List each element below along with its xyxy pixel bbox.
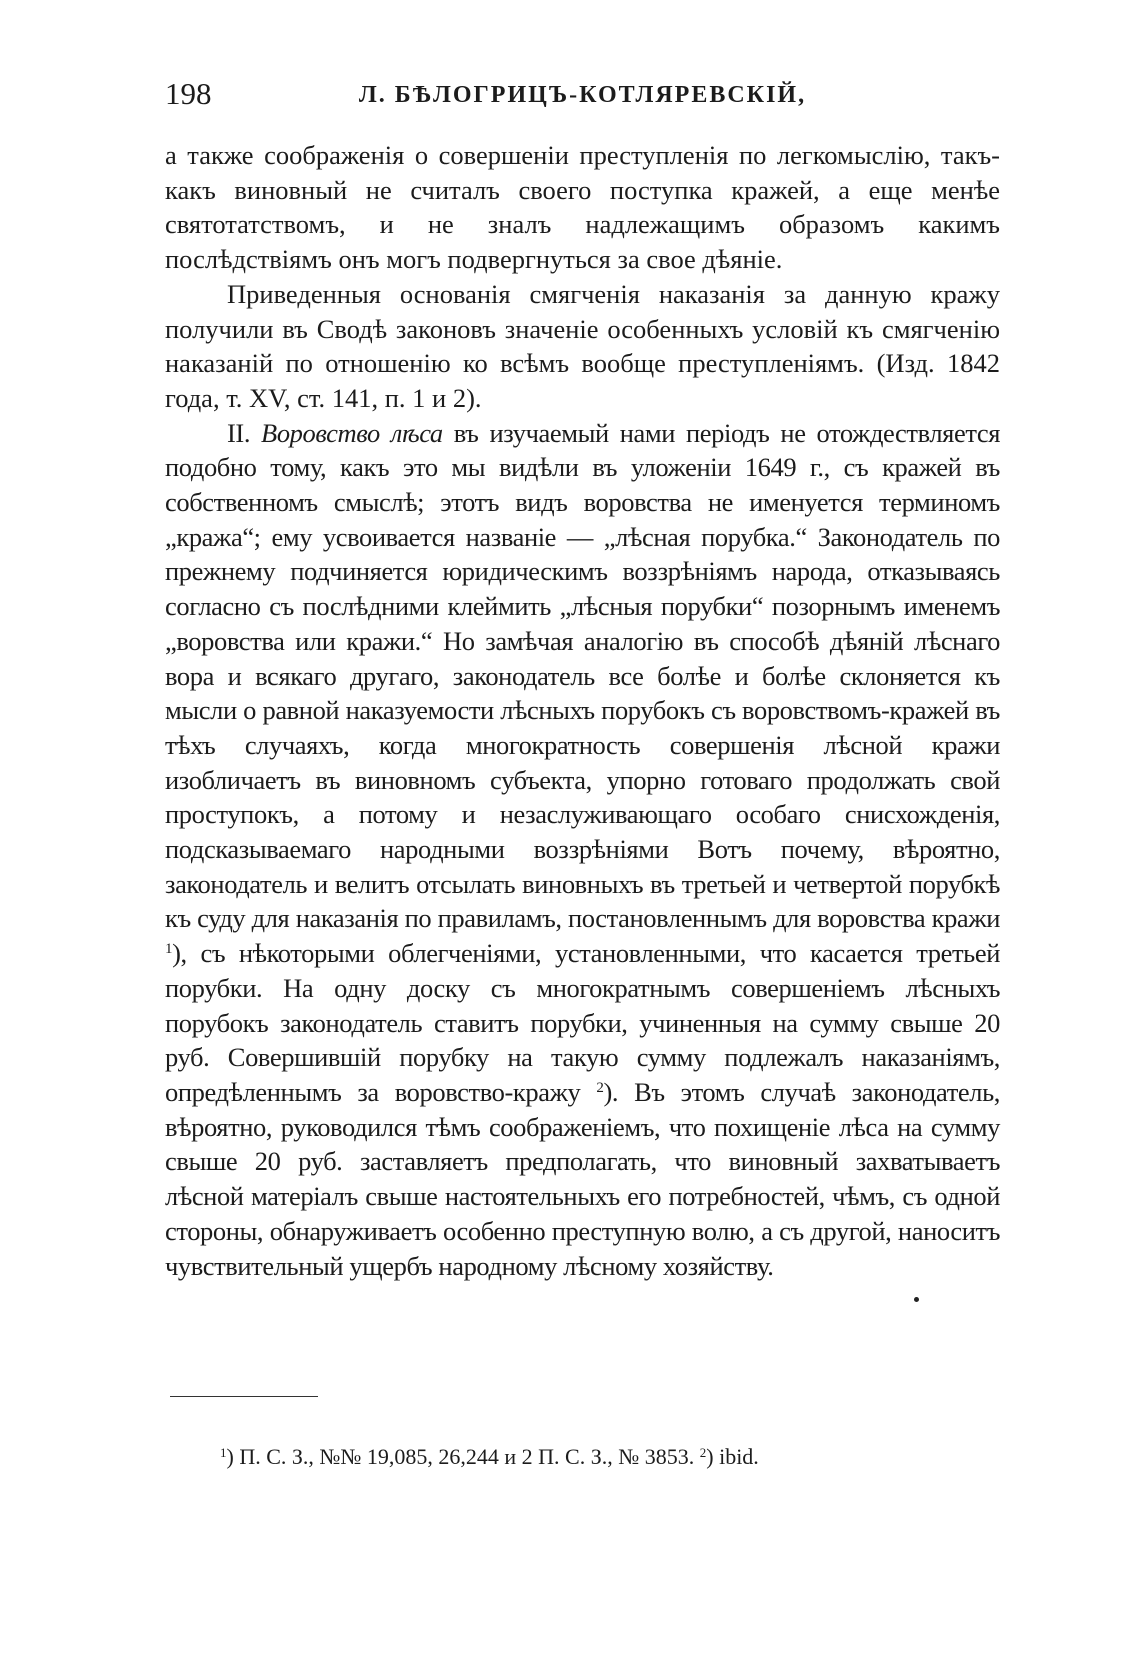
paragraph-2: Приведенныя основанія смягченія наказанія за данную кражу получили въ Сводѣ законовъ значеніе особенныхъ условій къ смягченію наказаній по отношенію ко всѣмъ вообще преступленіямъ. (Изд. 1842 года, т. XV, ст. 141, п. 1 и 2). xyxy=(165,278,1000,413)
paragraph-3 xyxy=(165,416,1000,1284)
footnote-ref-1: 1 xyxy=(165,941,173,958)
running-head: Л. БѢЛОГРИЦЪ-КОТЛЯРЕВСКІЙ, xyxy=(358,82,807,108)
footnote-divider xyxy=(170,1396,318,1397)
page-number: 198 xyxy=(165,76,212,111)
section-title: Воровство лѣса xyxy=(261,417,443,448)
footnote-mark-2: 2 xyxy=(699,1445,707,1460)
paragraph-3-text-a: въ изучаемый нами періодъ не отождествляется подобно тому, какъ это мы видѣли въ уложеніи 1649 г., съ кражей въ собственномъ смыслѣ; этотъ видъ воровства не именуется терминомъ „кража“; ему усвоивается названіе — „лѣсная порубка.“ Законодатель по прежнему подчиняется юридическимъ воззрѣніямъ народа, отказываясь согласно съ послѣдними клеймить „лѣсныя порубки“ позорнымъ именемъ „воровства или кражи.“ Но замѣчая аналогію въ способѣ дѣяній лѣснаго вора и всякаго другаго, законодатель все болѣе и болѣе склоняется къ мысли о равной наказуемости лѣсныхъ порубокъ съ воровствомъ-кражей въ тѣхъ случаяхъ, когда многократность совершенія лѣсной кражи изобличаетъ въ виновномъ субъекта, упорно готоваго продолжать свой проступокъ, а потому и незаслуживающаго особаго снисхожденія, подсказываемаго народными воззрѣніями Вотъ почему, вѣроятно, законодатель и велитъ отсылать виновныхъ въ третьей и четвертой порубкѣ къ суду для наказанія по правиламъ, постановленнымъ для воровства кражи xyxy=(165,417,1000,934)
section-number: II. xyxy=(227,417,251,448)
footnotes xyxy=(220,1444,759,1470)
page-header xyxy=(165,76,1000,116)
body-text xyxy=(165,138,1000,1283)
paragraph-3-text-b: ), съ нѣкоторыми облегченіями, установленными, что касается третьей порубки. На одну доску съ многократнымъ совершеніемъ лѣсныхъ порубокъ законодатель ставитъ порубки, учиненныя на сумму свыше 20 руб. Совершившій порубку на такую сумму подлежалъ наказаніямъ, опредѣленнымъ за воровство-кражу xyxy=(165,938,1000,1107)
paragraph-3-text-c: ). Въ этомъ случаѣ законодатель, вѣроятно, руководился тѣмъ соображеніемъ, что похищеніе лѣса на сумму свыше 20 руб. заставляетъ предполагать, что виновный захватываетъ лѣсной матеріалъ свыше настоятельныхъ его потребностей, чѣмъ, съ одной стороны, обнаруживаетъ особенно преступную волю, а съ другой, наноситъ чувствительный ущербъ народному лѣсному хозяйству. xyxy=(165,1076,1000,1281)
footnote-1: ) П. С. З., №№ 19,085, 26,244 и 2 П. С. З., № 3853. xyxy=(226,1444,695,1469)
footnote-mark-1: 1 xyxy=(220,1445,227,1460)
footnote-2: ) ibid. xyxy=(706,1444,759,1469)
paragraph-1: а также соображенія о совершеніи преступленія по легкомыслію, такъ-какъ виновный не считалъ своего поступка кражей, а еще менѣе святотатствомъ, и не зналъ надлежащимъ образомъ какимъ послѣдствіямъ онъ могъ подвергнуться за свое дѣяніе. xyxy=(165,140,1000,275)
ink-speck xyxy=(914,1297,919,1302)
footnote-ref-2: 2 xyxy=(596,1079,604,1096)
